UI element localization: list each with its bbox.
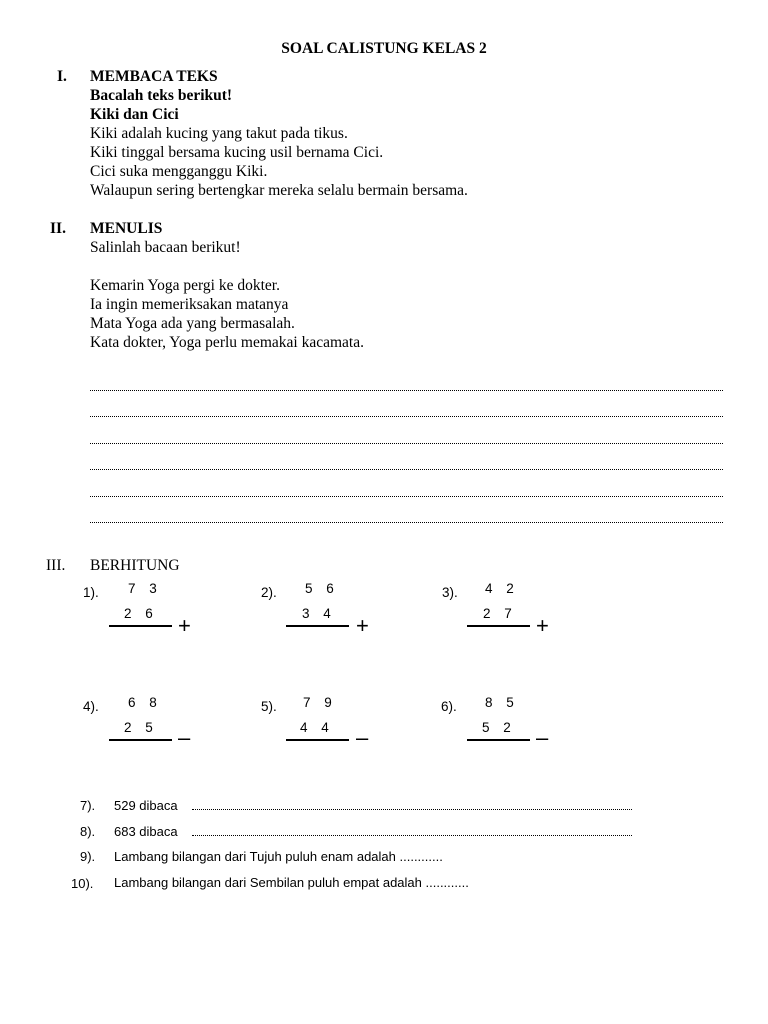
section-1-number: I.	[57, 68, 67, 85]
story-title: Kiki dan Cici	[90, 106, 179, 123]
story-line: Kiki tinggal bersama kucing usil bernama Cici.	[90, 144, 384, 161]
problem-label: 3).	[442, 585, 458, 600]
problem-label: 4).	[83, 699, 99, 714]
problem-top-number: 7 9	[303, 695, 337, 710]
difference-line	[467, 739, 530, 741]
problem-label: 6).	[441, 699, 457, 714]
question-text: Lambang bilangan dari Sembilan puluh empat adalah ............	[114, 875, 469, 890]
problem-bottom-number: 2 5	[124, 720, 158, 735]
problem-bottom-number: 5 2	[482, 720, 516, 735]
plus-sign: +	[536, 613, 549, 638]
section-2-instruction: Salinlah bacaan berikut!	[90, 239, 241, 256]
story-line: Walaupun sering bertengkar mereka selalu bermain bersama.	[90, 182, 468, 199]
question-text: Lambang bilangan dari Tujuh puluh enam adalah ............	[114, 849, 443, 864]
story-line: Cici suka mengganggu Kiki.	[90, 163, 268, 180]
problem-bottom-number: 2 7	[483, 606, 517, 621]
difference-line	[286, 739, 349, 741]
section-3-heading: BERHITUNG	[90, 557, 180, 574]
problem-label: 2).	[261, 585, 277, 600]
writing-line[interactable]	[90, 522, 723, 523]
writing-line[interactable]	[90, 469, 723, 470]
question-label: 9).	[80, 849, 96, 864]
problem-bottom-number: 2 6	[124, 606, 158, 621]
section-1-heading: MEMBACA TEKS	[90, 68, 218, 85]
answer-line[interactable]	[192, 809, 632, 810]
copy-text-line: Ia ingin memeriksakan matanya	[90, 296, 289, 313]
section-2-heading: MENULIS	[90, 220, 163, 237]
difference-line	[109, 739, 172, 741]
sum-line	[286, 625, 349, 627]
copy-text-line: Mata Yoga ada yang bermasalah.	[90, 315, 295, 332]
problem-bottom-number: 3 4	[302, 606, 336, 621]
writing-line[interactable]	[90, 390, 723, 391]
sum-line	[109, 625, 172, 627]
problem-top-number: 4 2	[485, 581, 519, 596]
writing-line[interactable]	[90, 443, 723, 444]
question-text: 683 dibaca	[114, 824, 178, 839]
answer-line[interactable]	[192, 835, 632, 836]
minus-sign: –	[178, 725, 191, 750]
page-title: SOAL CALISTUNG KELAS 2	[281, 40, 487, 57]
question-label: 10).	[71, 876, 94, 891]
problem-bottom-number: 4 4	[300, 720, 334, 735]
section-1-instruction: Bacalah teks berikut!	[90, 87, 233, 104]
story-line: Kiki adalah kucing yang takut pada tikus.	[90, 125, 348, 142]
problem-top-number: 5 6	[305, 581, 339, 596]
minus-sign: –	[356, 725, 369, 750]
question-label: 7).	[80, 798, 96, 813]
question-text: 529 dibaca	[114, 798, 178, 813]
plus-sign: +	[178, 613, 191, 638]
writing-line[interactable]	[90, 416, 723, 417]
problem-label: 5).	[261, 699, 277, 714]
sum-line	[467, 625, 530, 627]
minus-sign: –	[536, 725, 549, 750]
plus-sign: +	[356, 613, 369, 638]
problem-label: 1).	[83, 585, 99, 600]
copy-text-line: Kata dokter, Yoga perlu memakai kacamata.	[90, 334, 364, 351]
copy-text-line: Kemarin Yoga pergi ke dokter.	[90, 277, 280, 294]
problem-top-number: 8 5	[485, 695, 519, 710]
section-2-number: II.	[50, 220, 66, 237]
problem-top-number: 7 3	[128, 581, 162, 596]
section-3-number: III.	[46, 557, 66, 574]
writing-line[interactable]	[90, 496, 723, 497]
question-label: 8).	[80, 824, 96, 839]
problem-top-number: 6 8	[128, 695, 162, 710]
